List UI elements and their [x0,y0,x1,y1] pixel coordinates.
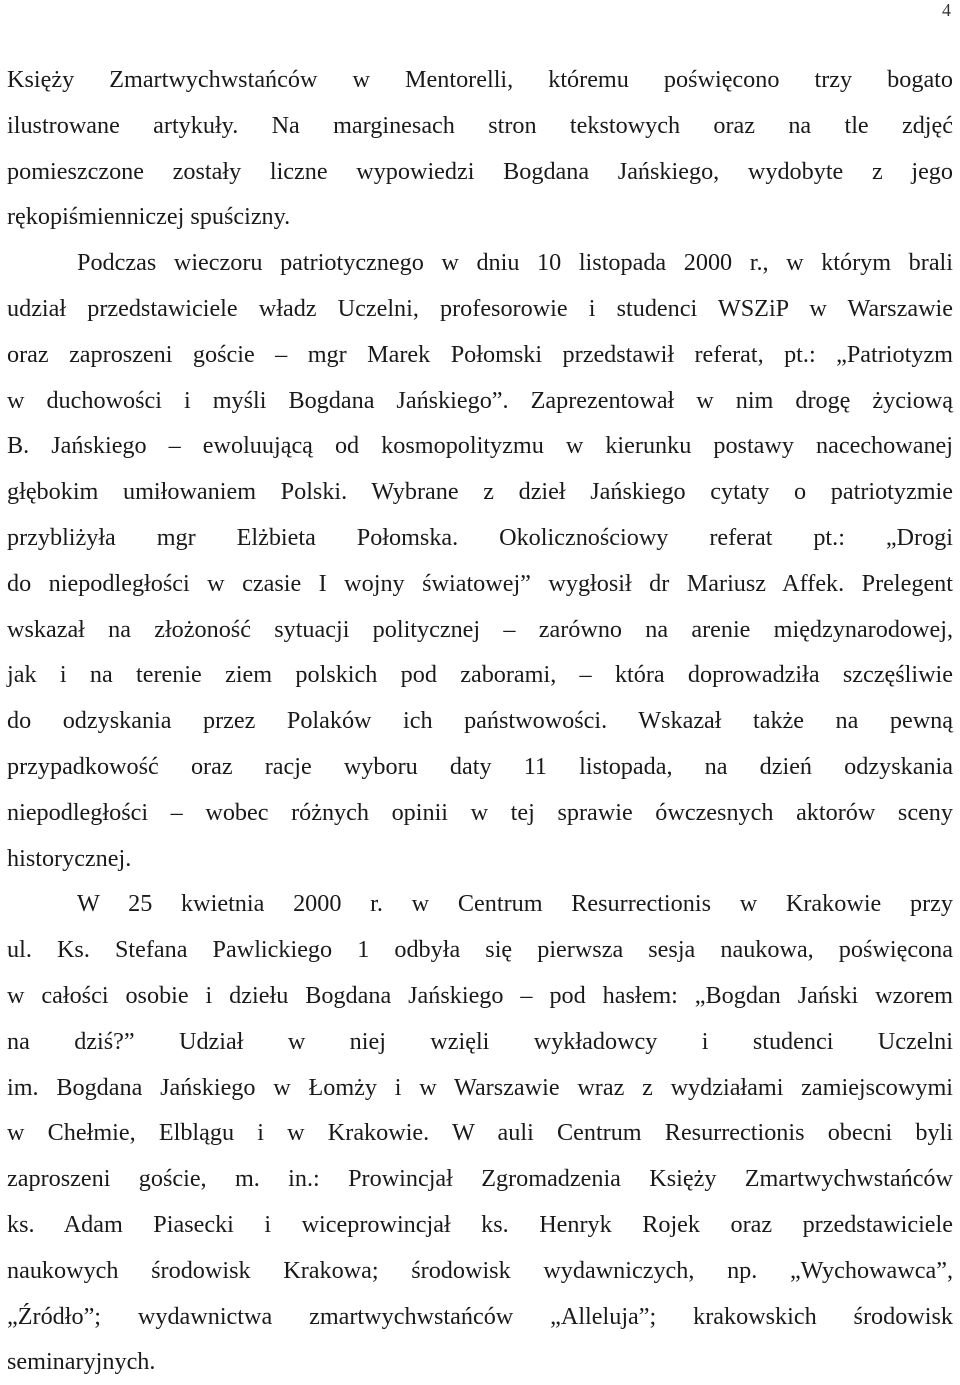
text-line: w całości osobie i dziełu Bogdana Jańskiego – pod hasłem: „Bogdan Jański wzorem [7,981,953,1009]
text-line: ilustrowane artykuły. Na marginesach stron tekstowych oraz na tle zdjęć [7,111,953,139]
text-line: historycznej. [7,844,132,872]
text-line: zaproszeni goście, m. in.: Prowincjał Zgromadzenia Księży Zmartwychwstańców [7,1165,953,1193]
text-line: przybliżyła mgr Elżbieta Połomska. Okolicznościowy referat pt.: „Drogi [7,523,953,551]
text-line: „Źródło”; wydawnictwa zmartwychwstańców „Alleluja”; krakowskich środowisk [7,1302,953,1330]
document-body [7,57,953,1385]
text-line: oraz zaproszeni goście – mgr Marek Połomski przedstawił referat, pt.: „Patriotyzm [7,340,953,368]
paragraph-first-line: Podczas wieczoru patriotycznego w dniu 10 listopada 2000 r., w którym brali [77,249,953,277]
text-line: niepodległości – wobec różnych opinii w tej sprawie ówczesnych aktorów sceny [7,798,953,826]
text-line: w Chełmie, Elblągu i w Krakowie. W auli Centrum Resurrectionis obecni byli [7,1119,953,1147]
text-line: do odzyskania przez Polaków ich państwowości. Wskazał także na pewną [7,707,953,735]
text-line: Księży Zmartwychwstańców w Mentorelli, któremu poświęcono trzy bogato [7,66,953,93]
paragraph-first-line: W 25 kwietnia 2000 r. w Centrum Resurrectionis w Krakowie przy [77,890,953,918]
text-line: głębokim umiłowaniem Polski. Wybrane z dzieł Jańskiego cytaty o patriotyzmie [7,478,953,506]
text-line: do niepodległości w czasie I wojny światowej” wygłosił dr Mariusz Affek. Prelegent [7,569,953,597]
text-line: naukowych środowisk Krakowa; środowisk wydawniczych, np. „Wychowawca”, [7,1256,953,1284]
text-line: w duchowości i myśli Bogdana Jańskiego”. Zaprezentował w nim drogę życiową [7,386,953,414]
text-line: pomieszczone zostały liczne wypowiedzi Bogdana Jańskiego, wydobyte z jego [7,157,953,185]
text-line: jak i na terenie ziem polskich pod zaborami, – która doprowadziła szczęśliwie [7,661,953,689]
text-line: B. Jańskiego – ewoluującą od kosmopolityzmu w kierunku postawy nacechowanej [7,432,953,460]
text-line: seminaryjnych. [7,1348,156,1376]
text-line: im. Bogdana Jańskiego w Łomży i w Warszawie wraz z wydziałami zamiejscowymi [7,1073,953,1101]
text-line: rękopiśmienniczej spuścizny. [7,203,291,231]
text-line: ks. Adam Piasecki i wiceprowincjał ks. Henryk Rojek oraz przedstawiciele [7,1210,953,1238]
text-line: ul. Ks. Stefana Pawlickiego 1 odbyła się pierwsza sesja naukowa, poświęcona [7,936,953,964]
text-line: udział przedstawiciele władz Uczelni, profesorowie i studenci WSZiP w Warszawie [7,294,953,322]
text-line: wskazał na złożoność sytuacji politycznej – zarówno na arenie międzynarodowej, [7,615,953,643]
page-number: 4 [942,0,951,20]
text-line: przypadkowość oraz racje wyboru daty 11 listopada, na dzień odzyskania [7,752,953,780]
text-line: na dziś?” Udział w niej wzięli wykładowcy i studenci Uczelni [7,1027,953,1055]
